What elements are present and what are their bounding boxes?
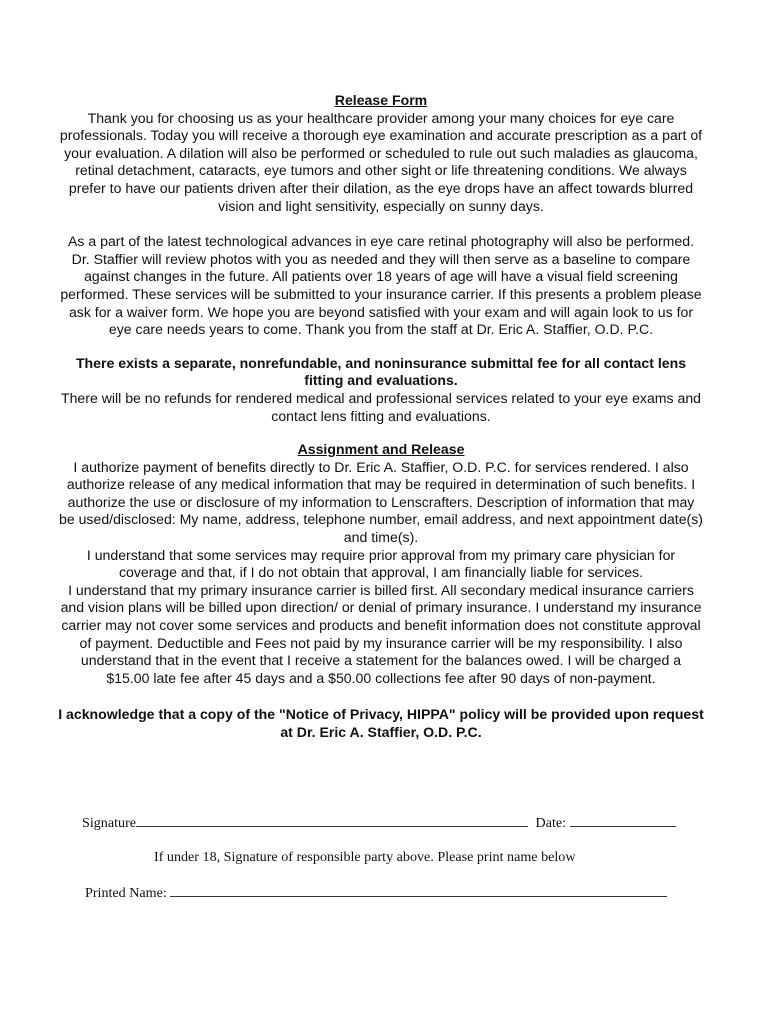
signature-label: Signature bbox=[82, 815, 137, 831]
signature-line[interactable] bbox=[136, 814, 528, 827]
privacy-acknowledgement: I acknowledge that a copy of the "Notice of Privacy, HIPPA" policy will be provided upon request at Dr. Eric A. Staffier, O.D. P.C. bbox=[58, 706, 704, 740]
printed-name-row bbox=[85, 884, 667, 902]
assignment-paragraph-3: I understand that my primary insurance carrier is billed first. All secondary medical insurance carriers and vision plans will be billed upon direction/ or denial of primary insurance. I understand my insurance carrier may not cover some services and products and benefit information does not constitute approval of payment. Deductible and Fees not paid by my insurance carrier will be my responsibility. I also understand that in the event that I receive a statement for the balances owed. I will be charged a $15.00 late fee after 45 days and a $50.00 collections fee after 90 days of non-payment. bbox=[60, 581, 702, 686]
signature-row bbox=[82, 814, 676, 832]
form-title: Release Form bbox=[334, 92, 428, 108]
refund-notice: There will be no refunds for rendered medical and professional services related to your eye exams and contact lens fitting and evaluations. bbox=[60, 389, 702, 424]
form-body bbox=[58, 92, 704, 742]
fee-notice: There exists a separate, nonrefundable, and noninsurance submittal fee for all contact lens fitting and evaluations. bbox=[75, 354, 687, 389]
photography-paragraph: As a part of the latest technological advances in eye care retinal photography will also be performed. Dr. Staffier will review photos with you as needed and they will then serve as a baseline to compare against changes in the future. All patients over 18 years of age will have a visual field screening performed. These services will be submitted to your insurance carrier. If this presents a problem please ask for a waiver form. We hope you are beyond satisfied with your exam and will again look to us for eye care needs years to come. Thank you from the staff at Dr. Eric A. Staffier, O.D. P.C. bbox=[60, 233, 702, 338]
minor-note: If under 18, Signature of responsible party above. Please print name below bbox=[154, 849, 576, 865]
assignment-paragraph-1: I authorize payment of benefits directly to Dr. Eric A. Staffier, O.D. P.C. for services rendered. I also authorize release of any medical information that may be required in determination of such benefits. I authorize the use or disclosure of my information to Lenscrafters. Description of information that may be used/disclosed: My name, address, telephone number, email address, and next appointment date(s) and time(s). bbox=[59, 458, 703, 546]
assignment-paragraph-2: I understand that some services may require prior approval from my primary care physician for coverage and that, if I do not obtain that approval, I am financially liable for services. bbox=[86, 546, 676, 581]
date-line[interactable] bbox=[570, 814, 676, 827]
printed-name-label: Printed Name: bbox=[85, 885, 167, 901]
date-label: Date: bbox=[535, 815, 567, 831]
intro-paragraph: Thank you for choosing us as your healthcare provider among your many choices for eye care professionals. Today you will receive a thorough eye examination and accurate prescription as a part of your evaluation. A dilation will also be performed or scheduled to rule out such maladies as glaucoma, retinal detachment, cataracts, eye tumors and other sight or life threatening conditions. We always prefer to have our patients driven after their dilation, as the eye drops have an affect towards blurred vision and light sensitivity, especially on sunny days. bbox=[59, 109, 703, 214]
printed-name-line[interactable] bbox=[170, 884, 667, 897]
assignment-heading: Assignment and Release bbox=[297, 441, 465, 458]
